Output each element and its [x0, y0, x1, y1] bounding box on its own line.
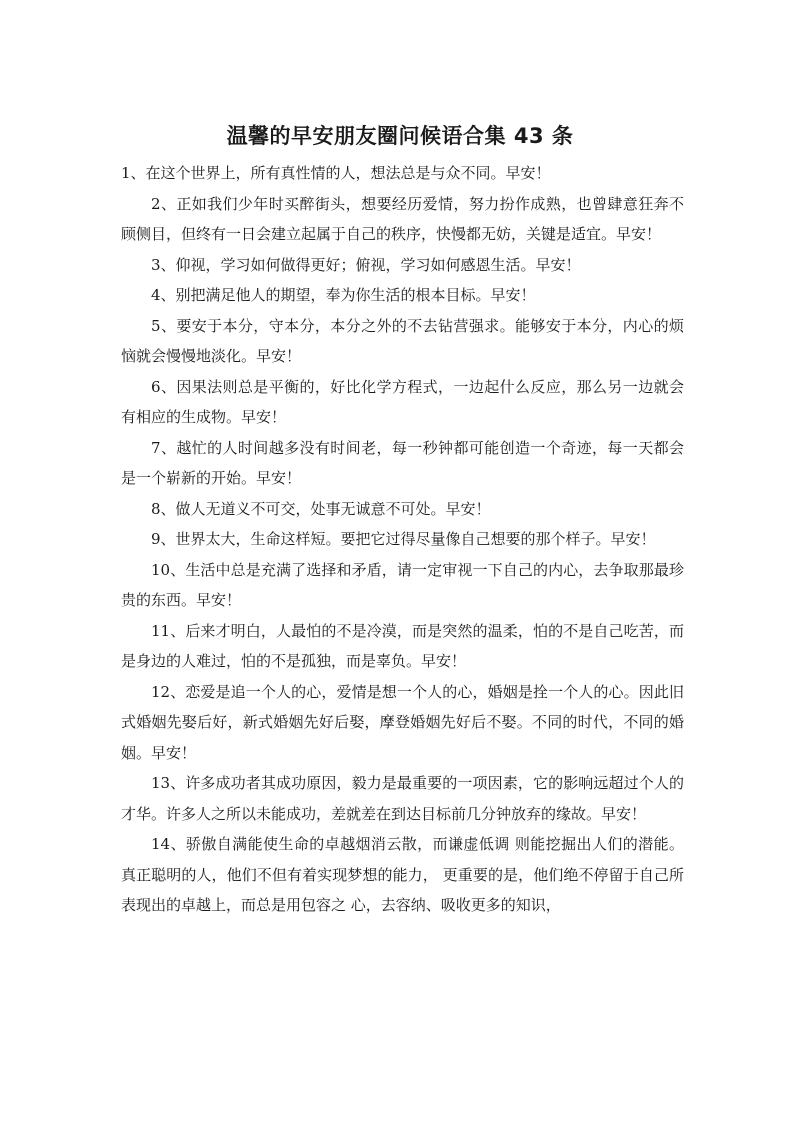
paragraph-2: 2、正如我们少年时买醉街头，想要经历爱情，努力扮作成熟，也曾肆意狂奔不顾侧目，但终有一日会建立起属于自己的秩序，快慢都无妨，关键是适宜。早安！ [121, 194, 684, 243]
paragraph-6: 6、因果法则总是平衡的，好比化学方程式，一边起什么反应，那么另一边就会有相应的生成物。早安！ [121, 377, 684, 426]
paragraph-14: 14、骄傲自满能使生命的卓越烟消云散，而谦虚低调 则能挖掘出人们的潜能。真正聪明的人，他们不但有着实现梦想的能力， 更重要的是，他们绝不停留于自己所表现出的卓越上，而总是用包容之 心，去容纳、吸收更多的知识， [121, 835, 684, 914]
paragraph-1: 1、在这个世界上，所有真性情的人，想法总是与众不同。早安！ [121, 164, 551, 182]
paragraph-5: 5、要安于本分，守本分，本分之外的不去钻营强求。能够安于本分，内心的烦恼就会慢慢地淡化。早安！ [121, 316, 684, 365]
paragraph-4: 4、别把满足他人的期望，奉为你生活的根本目标。早安！ [151, 286, 536, 304]
paragraph-12: 12、恋爱是追一个人的心，爱情是想一个人的心，婚姻是拴一个人的心。因此旧式婚姻先娶后好，新式婚姻先好后娶，摩登婚姻先好后不娶。不同的时代，不同的婚姻。早安！ [121, 682, 684, 762]
paragraph-11: 11、后来才明白，人最怕的不是冷漠，而是突然的温柔，怕的不是自己吃苦，而是身边的人难过，怕的不是孤独，而是辜负。早安！ [121, 621, 684, 670]
paragraph-8: 8、做人无道义不可交，处事无诚意不可处。早安！ [151, 499, 491, 518]
paragraph-9: 9、世界太大，生命这样短。要把它过得尽量像自己想要的那个样子。早安！ [151, 530, 656, 548]
paragraph-7: 7、越忙的人时间越多没有时间老，每一秒钟都可能创造一个奇迹，每一天都会是一个崭新的开始。早安！ [121, 438, 684, 487]
paragraph-3: 3、仰视，学习如何做得更好；俯视，学习如何感恩生活。早安！ [151, 255, 581, 274]
document-title: 温馨的早安朋友圈问候语合集 43 条 [226, 124, 574, 148]
document-body [121, 158, 684, 921]
paragraph-10: 10、生活中总是充满了选择和矛盾，请一定审视一下自己的内心，去争取那最珍贵的东西。早安！ [121, 560, 684, 609]
paragraph-13: 13、许多成功者其成功原因，毅力是最重要的一项因素，它的影响远超过个人的才华。许多人之所以未能成功，差就差在到达目标前几分钟放弃的缘故。早安！ [121, 774, 684, 823]
